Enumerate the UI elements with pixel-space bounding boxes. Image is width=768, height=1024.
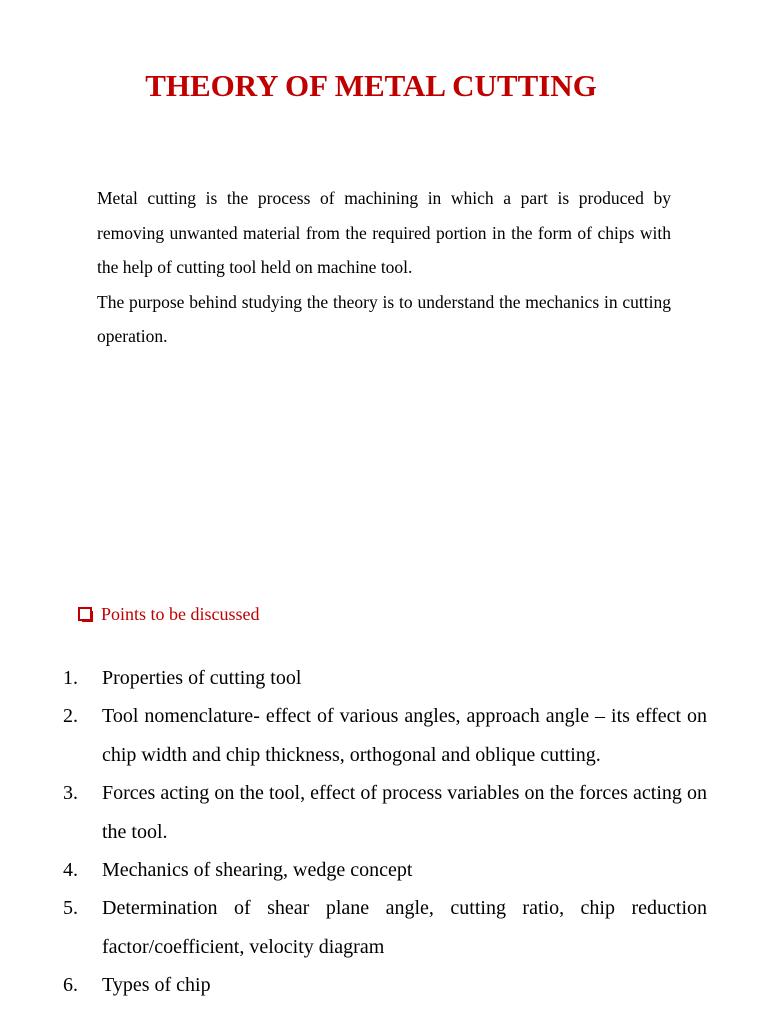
list-item-text: Tool nomenclature- effect of various angles, approach angle – its effect on chip width and chip thickness, orthogonal and oblique cutting.	[102, 705, 707, 766]
intro-paragraph: Metal cutting is the process of machining in which a part is produced by removing unwanted material from the required portion in the form of chips with the help of cutting tool held on machine tool.	[97, 188, 671, 278]
list-item	[0, 659, 707, 697]
page-title: THEORY OF METAL CUTTING	[145, 68, 597, 103]
list-item-number: 5.	[63, 897, 78, 920]
list-item-text: Determination of shear plane angle, cutting ratio, chip reduction factor/coefficient, velocity diagram	[102, 897, 707, 958]
list-item	[0, 697, 707, 774]
list-item	[0, 889, 707, 966]
list-item	[0, 774, 707, 851]
list-item	[0, 966, 707, 1004]
list-item	[0, 851, 707, 889]
points-heading-label: Points to be discussed	[101, 604, 260, 624]
list-item-number: 6.	[63, 974, 78, 997]
list-item-number: 2.	[63, 705, 78, 728]
points-heading	[78, 604, 260, 625]
list-item-number: 3.	[63, 782, 78, 805]
list-item-number: 4.	[63, 859, 78, 882]
list-item-text: Forces acting on the tool, effect of process variables on the forces acting on the tool.	[102, 782, 707, 843]
checkbox-icon	[78, 607, 92, 621]
list-item-text: Mechanics of shearing, wedge concept	[102, 859, 413, 882]
intro-paragraph: The purpose behind studying the theory is to understand the mechanics in cutting operation.	[97, 291, 671, 347]
points-list	[0, 659, 768, 1005]
list-item-text: Types of chip	[102, 974, 211, 997]
list-item-text: Properties of cutting tool	[102, 667, 302, 689]
intro-text	[97, 181, 671, 354]
list-item-number: 1.	[63, 667, 78, 689]
